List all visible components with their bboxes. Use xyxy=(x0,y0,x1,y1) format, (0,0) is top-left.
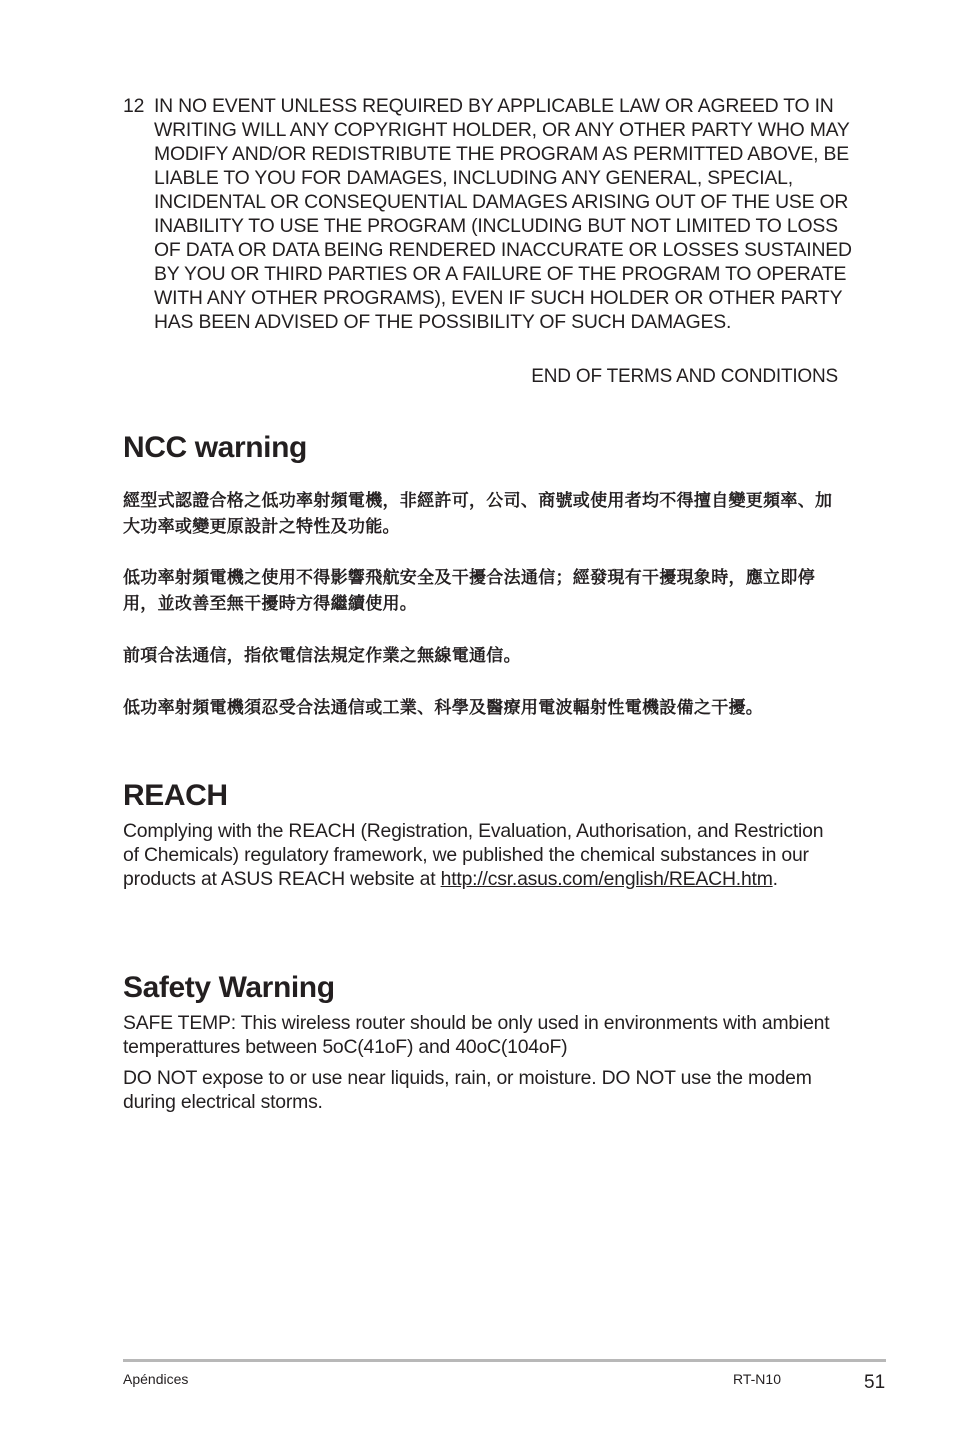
safety-paragraph-temp: SAFE TEMP: This wireless router should be only used in environments with ambient temperattures between 5oC(41oF) and 40oC(104oF) xyxy=(123,1012,830,1058)
end-of-terms: END OF TERMS AND CONDITIONS xyxy=(531,366,838,387)
ncc-paragraph-3: 前項合法通信，指依電信法規定作業之無線電通信。 xyxy=(123,646,521,666)
reach-text: Complying with the REACH (Registration, Evaluation, Authorisation, and Restriction of Chemicals) regulatory framework, we published the chemical substances in our products at ASUS REACH website at xyxy=(123,820,824,890)
ncc-paragraph-2: 低功率射頻電機之使用不得影響飛航安全及干擾合法通信；經發現有干擾現象時，應立即停用，並改善至無干擾時方得繼續使用。 xyxy=(123,568,815,614)
ncc-heading: NCC warning xyxy=(123,431,307,464)
footer-divider xyxy=(123,1359,886,1362)
license-clause-12 xyxy=(123,94,863,334)
clause-text: IN NO EVENT UNLESS REQUIRED BY APPLICABLE LAW OR AGREED TO IN WRITING WILL ANY COPYRIGHT HOLDER, OR ANY OTHER PARTY WHO MAY MODIFY AND/OR REDISTRIBUTE THE PROGRAM AS PERMITTED ABOVE, BE LIABLE TO YOU FOR DAMAGES, INCLUDING ANY GENERAL, SPECIAL, INCIDENTAL OR CONSEQUENTIAL DAMAGES ARISING OUT OF THE USE OR INABILITY TO USE THE PROGRAM (INCLUDING BUT NOT LIMITED TO LOSS OF DATA OR DATA BEING RENDERED INACCURATE OR LOSSES SUSTAINED BY YOU OR THIRD PARTIES OR A FAILURE OF THE PROGRAM TO OPERATE WITH ANY OTHER PROGRAMS), EVEN IF SUCH HOLDER OR OTHER PARTY HAS BEEN ADVISED OF THE POSSIBILITY OF SUCH DAMAGES. xyxy=(154,95,852,333)
footer-model: RT-N10 xyxy=(733,1371,781,1387)
ncc-paragraph-1: 經型式認證合格之低功率射頻電機，非經許可，公司、商號或使用者均不得擅自變更頻率、加大功率或變更原設計之特性及功能。 xyxy=(123,491,833,537)
reach-period: . xyxy=(772,868,778,890)
ncc-paragraph-4: 低功率射頻電機須忍受合法通信或工業、科學及醫療用電波輻射性電機設備之干擾。 xyxy=(123,698,764,718)
clause-number: 12 xyxy=(123,95,145,117)
safety-heading: Safety Warning xyxy=(123,971,335,1004)
safety-paragraph-moisture: DO NOT expose to or use near liquids, rain, or moisture. DO NOT use the modem during electrical storms. xyxy=(123,1067,812,1113)
reach-website-link[interactable]: http://csr.asus.com/english/REACH.htm xyxy=(440,868,773,890)
reach-heading: REACH xyxy=(123,779,228,812)
reach-paragraph xyxy=(123,819,843,891)
page-number: 51 xyxy=(864,1372,886,1393)
footer-section: Apéndices xyxy=(123,1371,189,1387)
